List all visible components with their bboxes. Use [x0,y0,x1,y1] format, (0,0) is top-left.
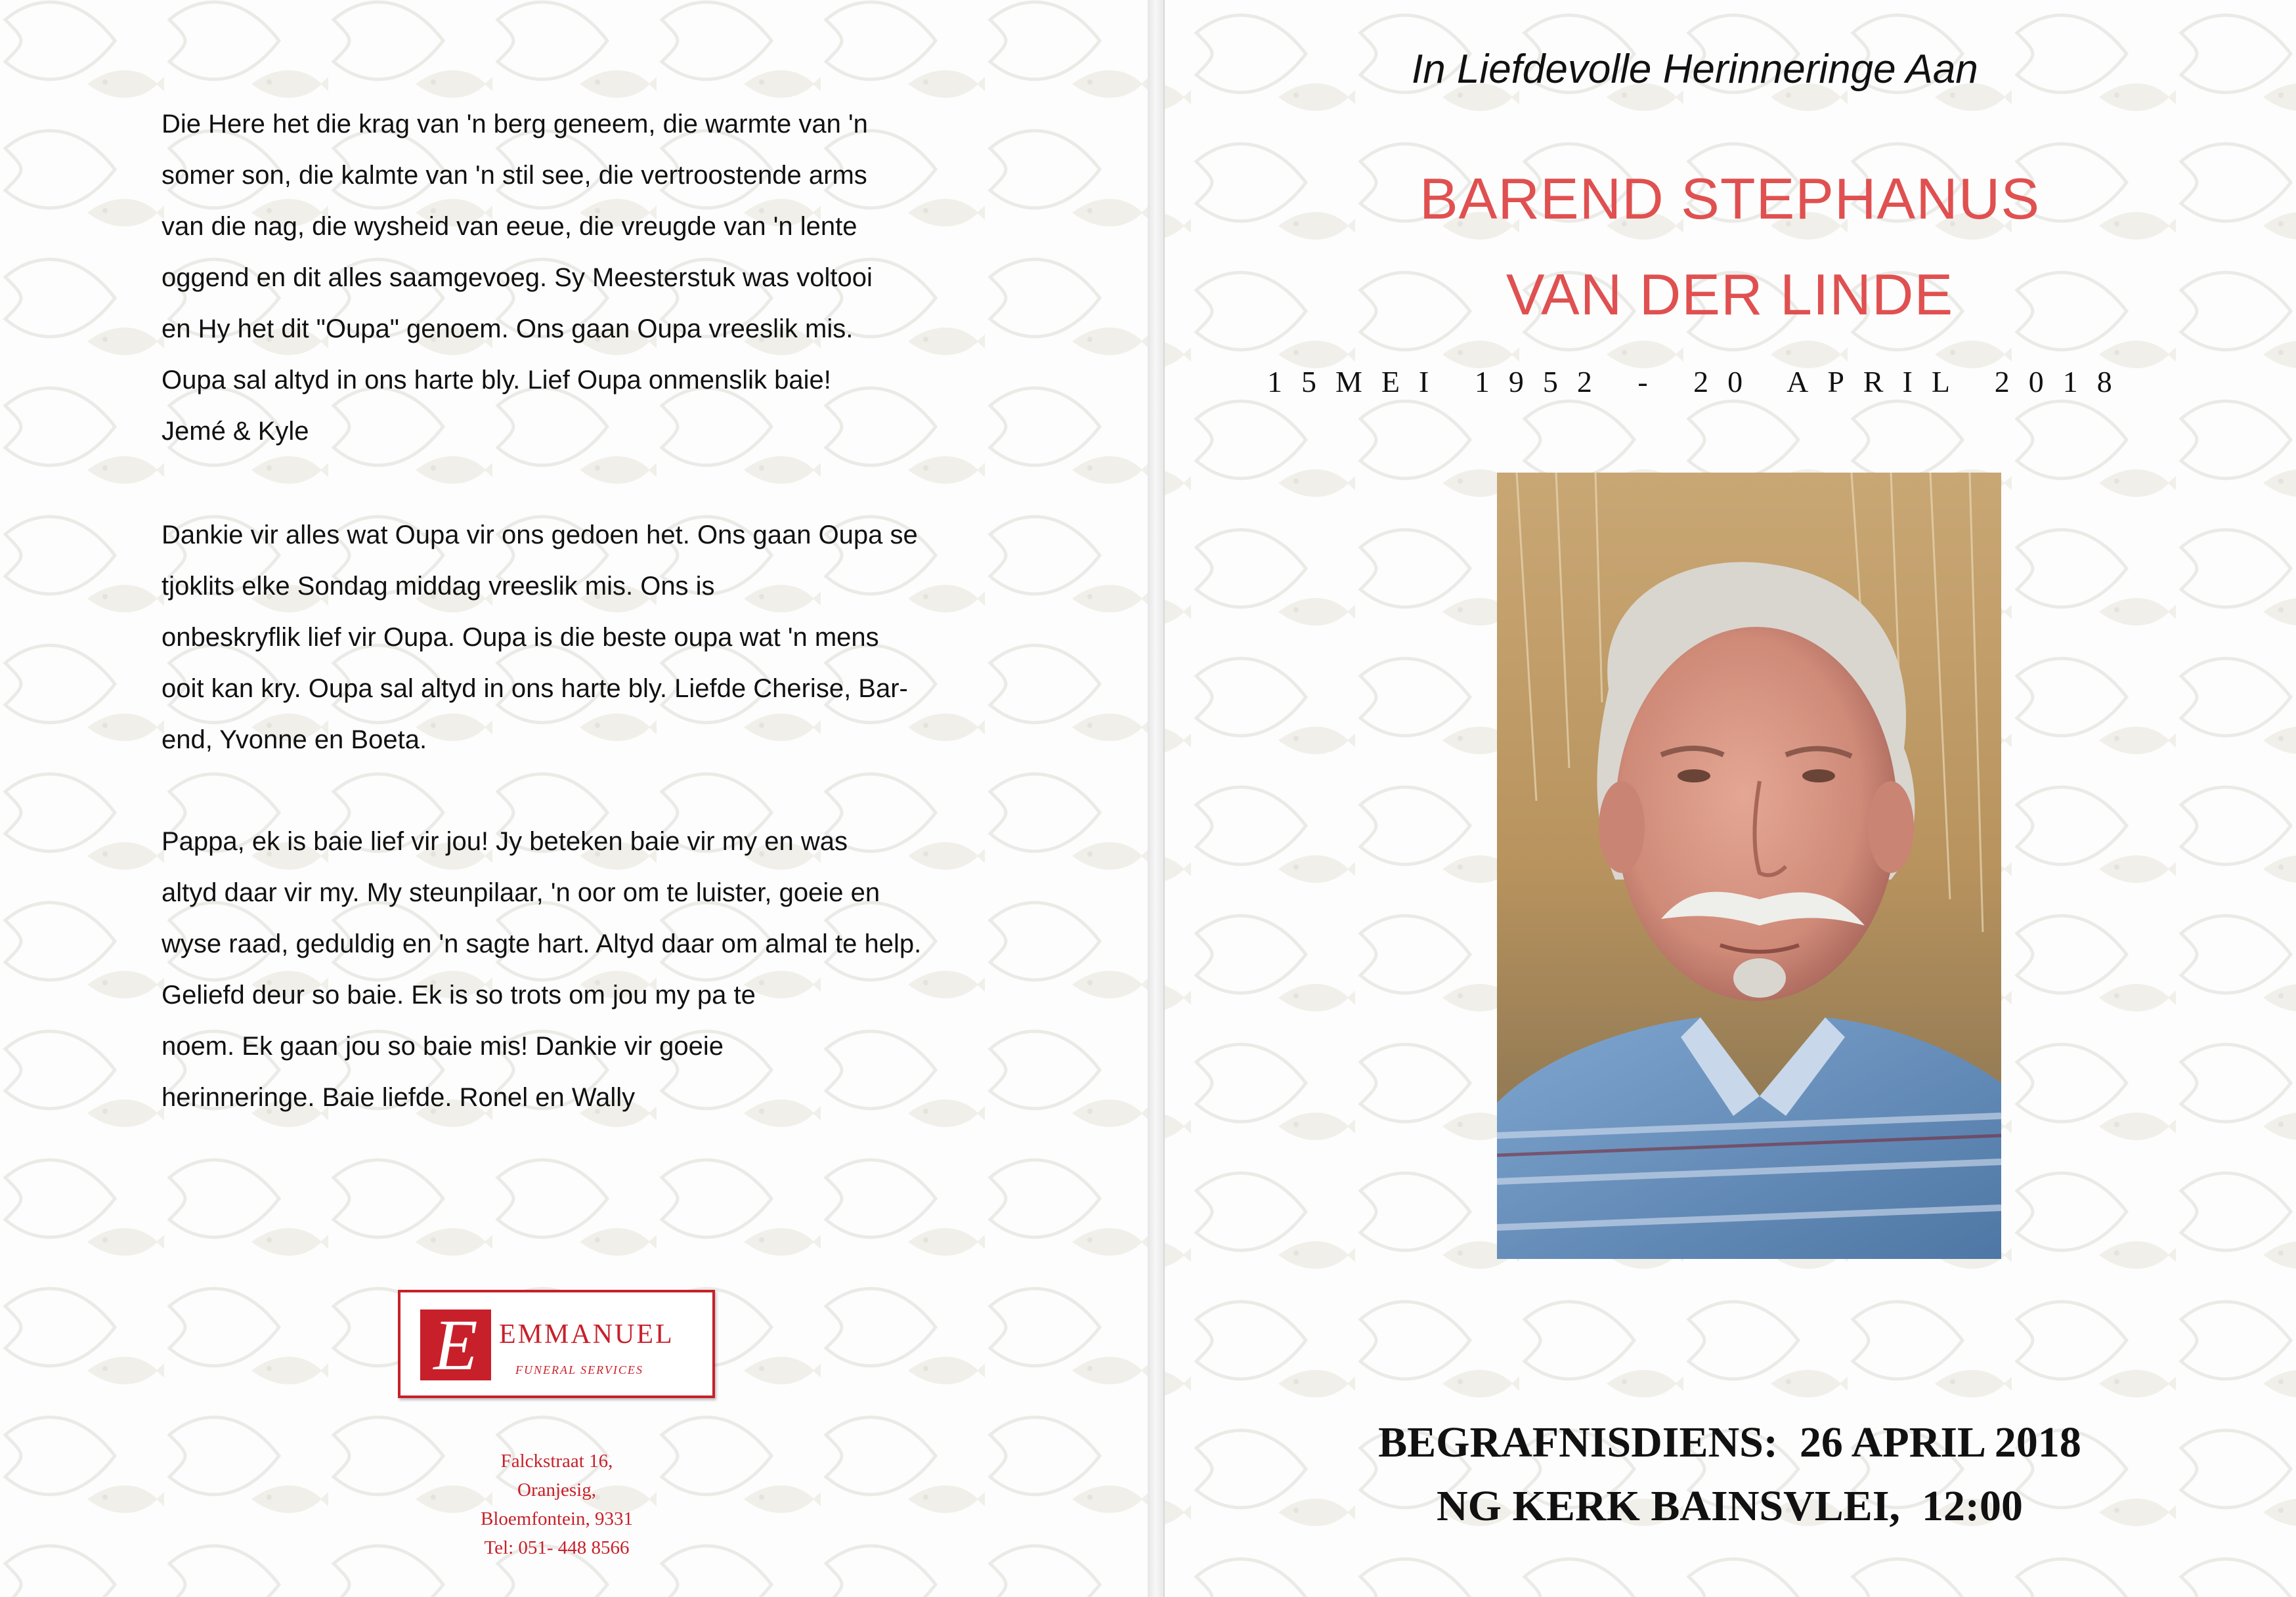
tribute-line: en Hy het dit "Oupa" genoem. Ons gaan Oupa vreeslik mis. [162,314,854,343]
portrait-photo [1497,473,2001,1259]
tribute-paragraph [162,509,918,765]
tribute-line: oggend en dit alles saamgevoeg. Sy Meesterstuk was voltooi [162,263,873,292]
memorial-heading: In Liefdevolle Herinneringe Aan [1412,47,1978,92]
tribute-line: altyd daar vir my. My steunpilaar, 'n oor om te luister, goeie en [162,878,880,907]
tribute-line: wyse raad, geduldig en 'n sagte hart. Altyd daar om almal te help. [162,929,922,958]
page-fold [1148,0,1163,1597]
tribute-line: Pappa, ek is baie lief vir jou! Jy beteken baie vir my en was [162,827,848,856]
address-line: Bloemfontein, 9331 [481,1508,633,1529]
tribute-line: Oupa sal altyd in ons harte bly. Lief Oupa onmenslik baie! [162,366,831,394]
funeral-home-logo [398,1290,715,1398]
tribute-line: herinneringe. Baie liefde. Ronel en Wally [162,1083,636,1112]
tribute-line: tjoklits elke Sondag middag vreeslik mis. Ons is [162,572,715,601]
tribute-line: Dankie vir alles wat Oupa vir ons gedoen het. Ons gaan Oupa se [162,521,918,549]
tribute-line: van die nag, die wysheid van eeue, die vreugde van 'n lente [162,212,857,241]
funeral-service-date: BEGRAFNISDIENS: 26 APRIL 2018 [1378,1418,2081,1466]
logo-letter-mark: E [420,1310,491,1380]
tribute-line: Die Here het die krag van 'n berg geneem, die warmte van 'n [162,110,868,138]
address-line: Falckstraat 16, [500,1451,613,1472]
tribute-line: Geliefd deur so baie. Ek is so trots om jou my pa te [162,981,756,1010]
tribute-line: onbeskryflik lief vir Oupa. Oupa is die beste oupa wat 'n mens [162,623,879,652]
tribute-line: end, Yvonne en Boeta. [162,725,427,754]
tribute-line: noem. Ek gaan jou so baie mis! Dankie vir goeie [162,1032,724,1061]
tribute-line: somer son, die kalmte van 'n stil see, die vertroostende arms [162,161,867,190]
tribute-paragraph [162,98,873,457]
funeral-home-subtitle: FUNERAL SERVICES [515,1363,643,1376]
address-line: Oranjesig, [517,1480,596,1501]
tribute-paragraph [162,816,921,1123]
deceased-name-line-2: VAN DER LINDE [1505,262,1954,327]
deceased-name-line-1: BAREND STEPHANUS [1419,166,2041,231]
funeral-home-name: EMMANUEL [499,1319,674,1350]
address-phone: Tel: 051- 448 8566 [484,1537,630,1558]
tribute-line: ooit kan kry. Oupa sal altyd in ons harte bly. Liefde Cherise, Bar- [162,674,908,703]
tribute-signature: Jemé & Kyle [162,417,309,446]
funeral-home-address [407,1447,706,1562]
funeral-service-venue: NG KERK BAINSVLEI, 12:00 [1437,1482,2023,1530]
life-dates: 15MEI 1952 - 20 APRIL 2018 [1267,365,2131,398]
